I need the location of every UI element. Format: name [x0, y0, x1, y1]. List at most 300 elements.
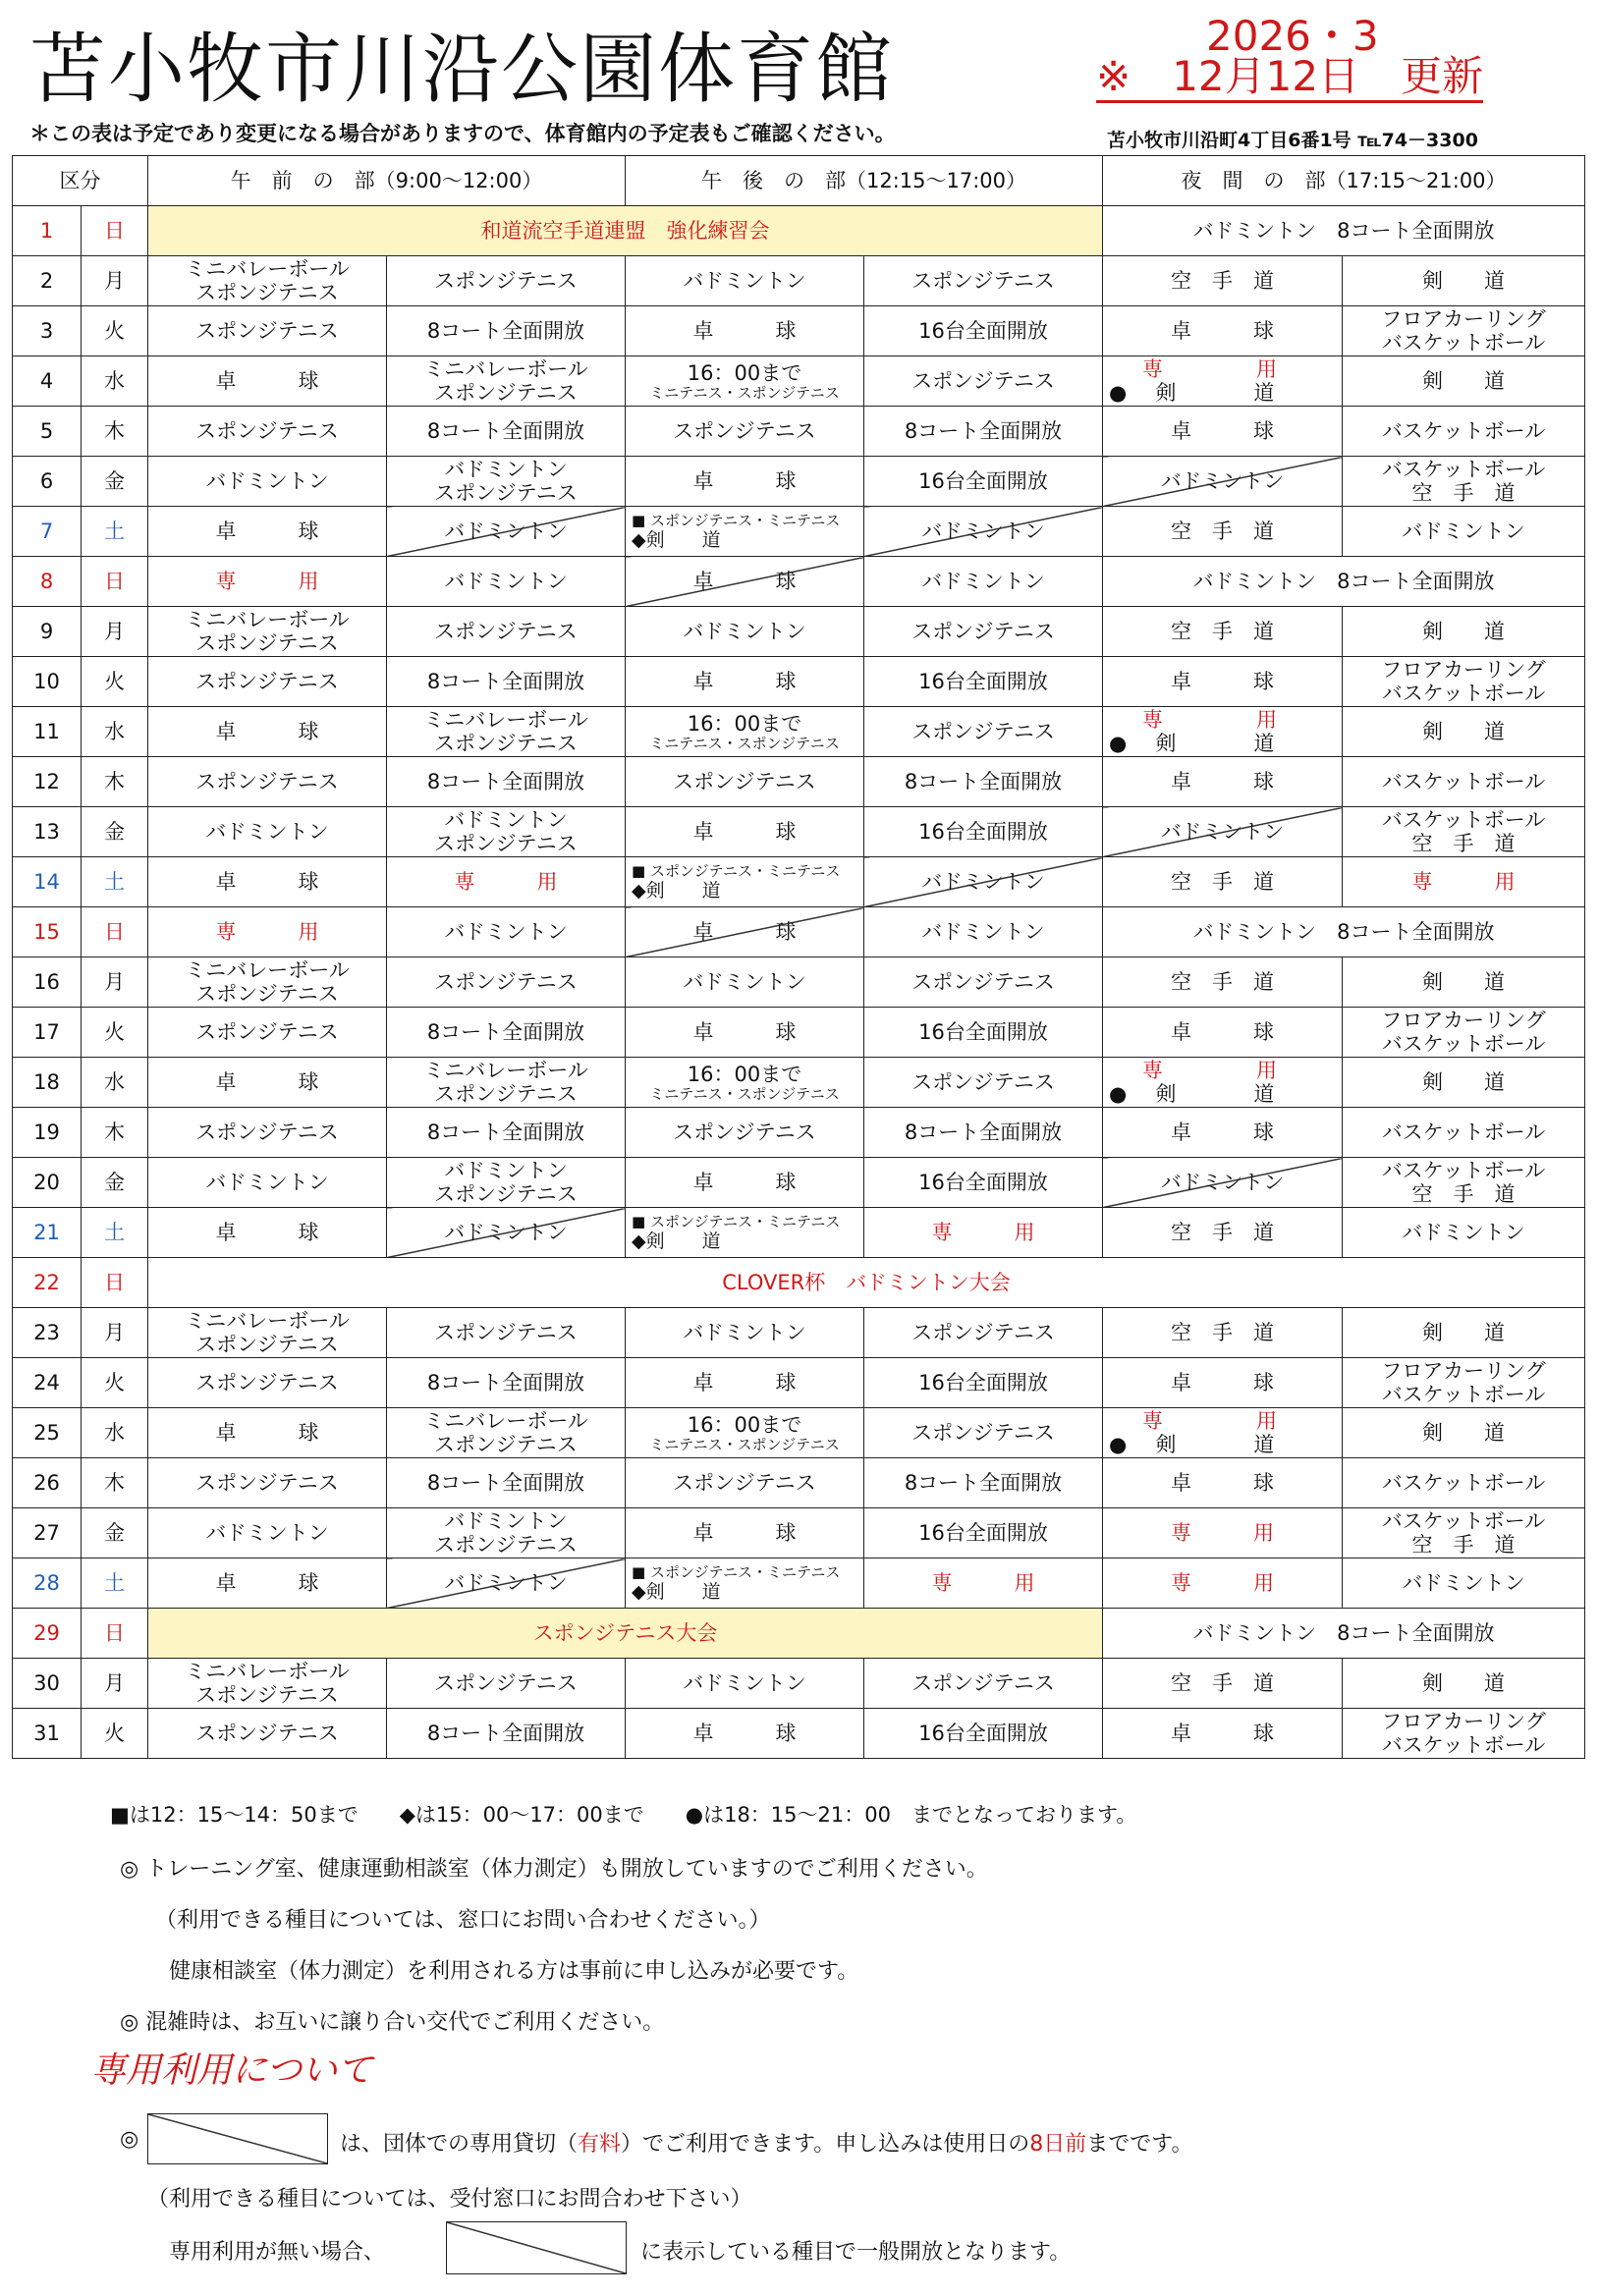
schedule-cell: バドミントン [626, 1659, 864, 1709]
table-row [13, 907, 1585, 957]
schedule-cell [626, 1208, 864, 1258]
weekday: 日 [82, 907, 148, 957]
schedule-cell: スポンジテニス [148, 1108, 387, 1158]
info-line: ◎ 混雑時は、お互いに譲り合い交代でご利用ください。 [120, 2010, 665, 2035]
weekday: 土 [82, 857, 148, 907]
cell-line: バドミントン [444, 808, 568, 832]
cell-line: フロアカーリング [1381, 1009, 1546, 1032]
cell-line: ミニバレーボール [185, 958, 350, 982]
text: ）でご利用できます。申し込みは使用日の [621, 2132, 1030, 2157]
day-number: 30 [13, 1659, 82, 1709]
day-number: 14 [13, 857, 82, 907]
schedule-cell [387, 1158, 626, 1208]
col-header: 午 後 の 部（12:15～17:00） [626, 156, 1103, 206]
cell-line: 専 用 [1142, 708, 1286, 732]
day-number: 20 [13, 1158, 82, 1208]
col-header: 夜 間 の 部（17:15～21:00） [1103, 156, 1585, 206]
schedule-cell [148, 1659, 387, 1709]
info-line: （利用できる種目については、受付窓口にお問合わせ下さい） [147, 2187, 752, 2212]
schedule-cell: 卓 球 [1103, 657, 1343, 707]
schedule-cell: バドミントン [148, 807, 387, 857]
schedule-cell: バドミントン [1343, 1208, 1585, 1258]
table-row [13, 1008, 1585, 1058]
weekday: 木 [82, 407, 148, 457]
schedule-cell: スポンジテニス [864, 1308, 1103, 1358]
table-row [13, 356, 1585, 407]
schedule-cell [387, 707, 626, 757]
slash-box-sample [147, 2113, 328, 2164]
schedule-cell: 卓 球 [1103, 407, 1343, 457]
schedule-cell: 8コート全面開放 [387, 1108, 626, 1158]
weekday: 火 [82, 657, 148, 707]
cell-line: ミニテニス・スポンジテニス [649, 1084, 840, 1103]
table-row [13, 1609, 1585, 1659]
schedule-cell [626, 1408, 864, 1458]
day-number: 19 [13, 1108, 82, 1158]
schedule-cell: 卓 球 [626, 306, 864, 356]
day-number: 22 [13, 1258, 82, 1308]
schedule-cell: 卓 球 [148, 1408, 387, 1458]
schedule-cell: バドミントン [1103, 1158, 1343, 1208]
schedule-cell: 卓 球 [626, 657, 864, 707]
schedule-cell: バスケットボール [1343, 407, 1585, 457]
schedule-cell: スポンジテニス大会 [148, 1609, 1103, 1659]
text-paid: 有料 [578, 2132, 622, 2157]
schedule-cell: 空 手 道 [1103, 256, 1343, 306]
schedule-cell: スポンジテニス [148, 757, 387, 807]
schedule-cell: 空 手 道 [1103, 957, 1343, 1008]
schedule-cell: バドミントン [387, 907, 626, 957]
schedule-cell: バドミントン [864, 857, 1103, 907]
schedule-cell: バドミントン [626, 1308, 864, 1358]
schedule-cell: 卓 球 [1103, 1008, 1343, 1058]
updated-date: ※ 12月12日 更新 [1096, 53, 1483, 103]
schedule-cell: 剣 道 [1343, 356, 1585, 407]
table-row [13, 957, 1585, 1008]
schedule-cell [1343, 1158, 1585, 1208]
schedule-cell [387, 1408, 626, 1458]
day-number: 7 [13, 507, 82, 557]
schedule-cell: 8コート全面開放 [387, 1709, 626, 1759]
cell-line: スポンジテニス [195, 1683, 339, 1707]
schedule-cell: 卓 球 [626, 1158, 864, 1208]
schedule-cell [1103, 1408, 1343, 1458]
page-title: 苫小牧市川沿公園体育館 [29, 26, 895, 114]
schedule-cell: 剣 道 [1343, 607, 1585, 657]
schedule-cell: スポンジテニス [626, 1108, 864, 1158]
schedule-cell [1343, 457, 1585, 507]
schedule-cell: スポンジテニス [864, 707, 1103, 757]
schedule-cell: 卓 球 [1103, 306, 1343, 356]
schedule-cell: 16台全面開放 [864, 1709, 1103, 1759]
cell-line: スポンジテニス [195, 631, 339, 655]
table-header [13, 156, 1585, 206]
schedule-cell: バスケットボール [1343, 1108, 1585, 1158]
table-row [13, 407, 1585, 457]
info-line [340, 2127, 1193, 2158]
schedule-cell: バドミントン [387, 1558, 626, 1609]
cell-line: ミニバレーボール [423, 1059, 588, 1082]
schedule-cell: 8コート全面開放 [387, 407, 626, 457]
schedule-cell: スポンジテニス [864, 1659, 1103, 1709]
schedule-cell [387, 1058, 626, 1108]
cell-line: 専 用 [1142, 1409, 1286, 1433]
schedule-cell: 専 用 [148, 907, 387, 957]
schedule-cell: 16台全面開放 [864, 306, 1103, 356]
cell-line: ◆剣 道 [632, 880, 721, 902]
schedule-cell: バドミントン [387, 557, 626, 607]
schedule-cell: バドミントン [864, 907, 1103, 957]
table-row [13, 1358, 1585, 1408]
weekday: 火 [82, 1709, 148, 1759]
table-row [13, 206, 1585, 256]
schedule-cell: バドミントン [148, 457, 387, 507]
cell-line: スポンジテニス [195, 1333, 339, 1356]
table-row [13, 1408, 1585, 1458]
cell-line: ● 剣 道 [1109, 1082, 1279, 1106]
schedule-cell [387, 1508, 626, 1558]
cell-line: バスケットボール [1381, 458, 1546, 481]
cell-line: ミニテニス・スポンジテニス [649, 383, 840, 402]
schedule-cell: 卓 球 [148, 707, 387, 757]
schedule-cell [1343, 1008, 1585, 1058]
cell-line: バスケットボール [1381, 682, 1546, 705]
day-number: 29 [13, 1609, 82, 1659]
day-number: 18 [13, 1058, 82, 1108]
day-number: 25 [13, 1408, 82, 1458]
schedule-cell: スポンジテニス [864, 356, 1103, 407]
table-row [13, 1308, 1585, 1358]
cell-line: ● 剣 道 [1109, 381, 1279, 405]
schedule-cell: バドミントン 8コート全面開放 [1103, 206, 1585, 256]
schedule-cell [626, 1558, 864, 1609]
schedule-cell: 空 手 道 [1103, 1308, 1343, 1358]
cell-line: ■ スポンジテニス・ミニテニス [632, 1563, 841, 1581]
schedule-cell: バスケットボール [1343, 757, 1585, 807]
cell-line: フロアカーリング [1381, 658, 1546, 682]
schedule-cell: バドミントン [387, 1208, 626, 1258]
weekday: 月 [82, 256, 148, 306]
cell-line: バスケットボール [1381, 331, 1546, 355]
day-number: 12 [13, 757, 82, 807]
schedule-cell: スポンジテニス [387, 256, 626, 306]
weekday: 日 [82, 206, 148, 256]
weekday: 月 [82, 957, 148, 1008]
table-row [13, 507, 1585, 557]
weekday: 水 [82, 1058, 148, 1108]
weekday: 木 [82, 1108, 148, 1158]
day-number: 2 [13, 256, 82, 306]
table-row [13, 256, 1585, 306]
schedule-cell: 卓 球 [148, 1558, 387, 1609]
schedule-cell: スポンジテニス [864, 957, 1103, 1008]
schedule-cell [148, 957, 387, 1008]
schedule-cell: 専 用 [387, 857, 626, 907]
day-number: 13 [13, 807, 82, 857]
col-header: 区分 [13, 156, 148, 206]
year-month: 2026・3 [1206, 12, 1379, 60]
schedule-cell [1343, 807, 1585, 857]
schedule-cell: 空 手 道 [1103, 1208, 1343, 1258]
info-line: 専用利用が無い場合、 [169, 2240, 386, 2265]
info-line: に表示している種目で一般開放となります。 [640, 2240, 1072, 2265]
cell-line: バスケットボール [1381, 1383, 1546, 1406]
weekday: 金 [82, 807, 148, 857]
day-number: 31 [13, 1709, 82, 1759]
schedule-cell: 卓 球 [148, 356, 387, 407]
schedule-cell: スポンジテニス [387, 1308, 626, 1358]
schedule-cell: 剣 道 [1343, 957, 1585, 1008]
cell-line: フロアカーリング [1381, 1359, 1546, 1383]
schedule-cell: 8コート全面開放 [387, 1358, 626, 1408]
schedule-cell [626, 507, 864, 557]
schedule-cell: 卓 球 [626, 1508, 864, 1558]
table-row [13, 557, 1585, 607]
schedule-cell [387, 457, 626, 507]
cell-line: ミニテニス・スポンジテニス [649, 734, 840, 752]
cell-line: バスケットボール [1381, 1159, 1546, 1182]
text: までです。 [1086, 2132, 1193, 2157]
cell-line: バスケットボール [1381, 1509, 1546, 1533]
cell-line: スポンジテニス [434, 1433, 578, 1456]
table-row [13, 1108, 1585, 1158]
weekday: 金 [82, 1508, 148, 1558]
weekday: 月 [82, 607, 148, 657]
table-row [13, 1508, 1585, 1558]
schedule-cell: スポンジテニス [148, 1358, 387, 1408]
table-row [13, 1458, 1585, 1508]
cell-line: 専 用 [1142, 1059, 1286, 1082]
weekday: 月 [82, 1308, 148, 1358]
schedule-cell: 8コート全面開放 [864, 1108, 1103, 1158]
day-number: 5 [13, 407, 82, 457]
cell-line: ミニバレーボール [185, 1309, 350, 1333]
schedule-cell [148, 256, 387, 306]
cell-line: バスケットボール [1381, 1733, 1546, 1757]
schedule-cell: 8コート全面開放 [387, 306, 626, 356]
cell-line: ● 剣 道 [1109, 1433, 1279, 1456]
schedule-cell: 16台全面開放 [864, 657, 1103, 707]
section-heading: 専用利用について [90, 2050, 373, 2091]
schedule-cell: スポンジテニス [864, 1408, 1103, 1458]
schedule-cell: CLOVER杯 バドミントン大会 [148, 1258, 1585, 1308]
schedule-cell: 卓 球 [1103, 1709, 1343, 1759]
schedule-cell: 16台全面開放 [864, 1508, 1103, 1558]
schedule-cell: 8コート全面開放 [387, 657, 626, 707]
schedule-cell: 和道流空手道連盟 強化練習会 [148, 206, 1103, 256]
day-number: 16 [13, 957, 82, 1008]
schedule-cell: バドミントン [1343, 1558, 1585, 1609]
info-line: ◎ トレーニング室、健康運動相談室（体力測定）も開放していますのでご利用ください。 [120, 1857, 988, 1882]
schedule-cell: バドミントン [1103, 807, 1343, 857]
weekday: 水 [82, 1408, 148, 1458]
schedule-cell: スポンジテニス [626, 407, 864, 457]
schedule-cell: 卓 球 [626, 557, 864, 607]
schedule-cell: 剣 道 [1343, 256, 1585, 306]
day-number: 11 [13, 707, 82, 757]
schedule-cell: 卓 球 [626, 807, 864, 857]
day-number: 26 [13, 1458, 82, 1508]
schedule-cell: バドミントン [148, 1508, 387, 1558]
schedule-cell: 16台全面開放 [864, 1158, 1103, 1208]
cell-line: 専 用 [1142, 357, 1286, 381]
schedule-cell [1343, 1508, 1585, 1558]
cell-line: 空 手 道 [1411, 832, 1516, 855]
table-row [13, 1058, 1585, 1108]
schedule-cell: 卓 球 [148, 507, 387, 557]
cell-line: ■ スポンジテニス・ミニテニス [632, 1213, 841, 1230]
schedule-cell [1343, 657, 1585, 707]
schedule-cell: スポンジテニス [626, 1458, 864, 1508]
cell-line: 16：00まで [687, 711, 802, 736]
schedule-table [12, 155, 1585, 1759]
day-number: 8 [13, 557, 82, 607]
schedule-cell: 専 用 [1103, 1558, 1343, 1609]
cell-line: 16：00まで [687, 1412, 802, 1437]
weekday: 土 [82, 507, 148, 557]
cell-line: バスケットボール [1381, 1032, 1546, 1056]
day-number: 15 [13, 907, 82, 957]
cell-line: バドミントン [444, 458, 568, 481]
schedule-cell: 卓 球 [626, 457, 864, 507]
schedule-cell [387, 807, 626, 857]
weekday: 火 [82, 1358, 148, 1408]
table-row [13, 457, 1585, 507]
schedule-cell: 剣 道 [1343, 707, 1585, 757]
schedule-cell: スポンジテニス [387, 1659, 626, 1709]
weekday: 日 [82, 557, 148, 607]
table-row [13, 1709, 1585, 1759]
weekday: 土 [82, 1208, 148, 1258]
schedule-cell [626, 356, 864, 407]
day-number: 10 [13, 657, 82, 707]
cell-line: ミニテニス・スポンジテニス [649, 1435, 840, 1453]
schedule-cell: バスケットボール [1343, 1458, 1585, 1508]
schedule-cell: バドミントン [864, 507, 1103, 557]
table-row [13, 1558, 1585, 1609]
cell-line: ◆剣 道 [632, 529, 721, 551]
schedule-cell [626, 1058, 864, 1108]
cell-line: スポンジテニス [434, 381, 578, 405]
cell-line: 16：00まで [687, 360, 802, 385]
schedule-cell [387, 356, 626, 407]
table-row [13, 306, 1585, 356]
cell-line: ミニバレーボール [185, 608, 350, 631]
schedule-cell: 8コート全面開放 [387, 1458, 626, 1508]
schedule-cell: 8コート全面開放 [864, 757, 1103, 807]
cell-line: バスケットボール [1381, 808, 1546, 832]
cell-line: スポンジテニス [434, 1082, 578, 1106]
schedule-cell: 専 用 [148, 557, 387, 607]
schedule-cell: 16台全面開放 [864, 1358, 1103, 1408]
weekday: 日 [82, 1258, 148, 1308]
cell-line: バドミントン [444, 1159, 568, 1182]
weekday: 土 [82, 1558, 148, 1609]
cell-line: スポンジテニス [195, 982, 339, 1006]
day-number: 6 [13, 457, 82, 507]
schedule-cell: 剣 道 [1343, 1659, 1585, 1709]
schedule-cell: 8コート全面開放 [864, 1458, 1103, 1508]
schedule-cell: 卓 球 [1103, 757, 1343, 807]
schedule-cell: 空 手 道 [1103, 607, 1343, 657]
cell-line: フロアカーリング [1381, 1710, 1546, 1733]
legend: ■は12：15～14：50まで ◆は15：00～17：00まで ●は18：15～21：00 までとなっております。 [110, 1803, 1137, 1827]
schedule-cell: スポンジテニス [626, 757, 864, 807]
schedule-cell: スポンジテニス [387, 957, 626, 1008]
table-row [13, 1208, 1585, 1258]
schedule-cell: 8コート全面開放 [387, 1008, 626, 1058]
weekday: 木 [82, 1458, 148, 1508]
cell-line: バドミントン [444, 1509, 568, 1533]
schedule-cell: 卓 球 [148, 1208, 387, 1258]
schedule-cell [1103, 356, 1343, 407]
day-number: 3 [13, 306, 82, 356]
schedule-cell: スポンジテニス [387, 607, 626, 657]
schedule-cell: 剣 道 [1343, 1308, 1585, 1358]
schedule-cell: バドミントン 8コート全面開放 [1103, 557, 1585, 607]
info-line: （利用できる種目については、窓口にお問い合わせください。） [155, 1908, 771, 1933]
day-number: 4 [13, 356, 82, 407]
cell-line: スポンジテニス [434, 481, 578, 505]
schedule-cell: スポンジテニス [148, 1709, 387, 1759]
cell-line: ■ スポンジテニス・ミニテニス [632, 862, 841, 880]
schedule-cell: 専 用 [864, 1208, 1103, 1258]
schedule-cell: 卓 球 [148, 857, 387, 907]
table-row [13, 1158, 1585, 1208]
info-mark: ◎ [120, 2127, 139, 2152]
cell-line: ◆剣 道 [632, 1230, 721, 1252]
schedule-cell: 専 用 [1103, 1508, 1343, 1558]
cell-line: ミニバレーボール [185, 257, 350, 281]
schedule-note: ＊この表は予定であり変更になる場合がありますので、体育館内の予定表もご確認ください。 [29, 122, 896, 145]
cell-line: ミニバレーボール [423, 1409, 588, 1433]
cell-line: スポンジテニス [195, 281, 339, 304]
cell-line: スポンジテニス [434, 1182, 578, 1206]
schedule-cell: バドミントン [387, 507, 626, 557]
day-number: 9 [13, 607, 82, 657]
schedule-cell: 卓 球 [1103, 1108, 1343, 1158]
cell-line: スポンジテニス [434, 732, 578, 755]
schedule-cell: スポンジテニス [864, 607, 1103, 657]
schedule-cell: 卓 球 [626, 1008, 864, 1058]
info-line: 健康相談室（体力測定）を利用される方は事前に申し込みが必要です。 [169, 1959, 859, 1984]
schedule-cell [1343, 1709, 1585, 1759]
schedule-cell: スポンジテニス [148, 657, 387, 707]
schedule-cell: スポンジテニス [864, 1058, 1103, 1108]
day-number: 24 [13, 1358, 82, 1408]
cell-line: スポンジテニス [434, 832, 578, 855]
schedule-cell: 空 手 道 [1103, 857, 1343, 907]
schedule-cell [148, 1308, 387, 1358]
cell-line: ● 剣 道 [1109, 732, 1279, 755]
schedule-cell: 16台全面開放 [864, 807, 1103, 857]
schedule-cell: 卓 球 [1103, 1458, 1343, 1508]
cell-line: ミニバレーボール [185, 1660, 350, 1683]
cell-line: フロアカーリング [1381, 307, 1546, 331]
col-header: 午 前 の 部（9:00～12:00） [148, 156, 626, 206]
day-number: 1 [13, 206, 82, 256]
schedule-cell: 8コート全面開放 [387, 757, 626, 807]
schedule-cell: バドミントン [1343, 507, 1585, 557]
weekday: 火 [82, 1008, 148, 1058]
table-row [13, 857, 1585, 907]
schedule-cell [1343, 306, 1585, 356]
schedule-cell: 16台全面開放 [864, 457, 1103, 507]
cell-line: ◆剣 道 [632, 1581, 721, 1603]
schedule-cell: 8コート全面開放 [864, 407, 1103, 457]
schedule-cell: スポンジテニス [864, 256, 1103, 306]
schedule-cell: 16台全面開放 [864, 1008, 1103, 1058]
